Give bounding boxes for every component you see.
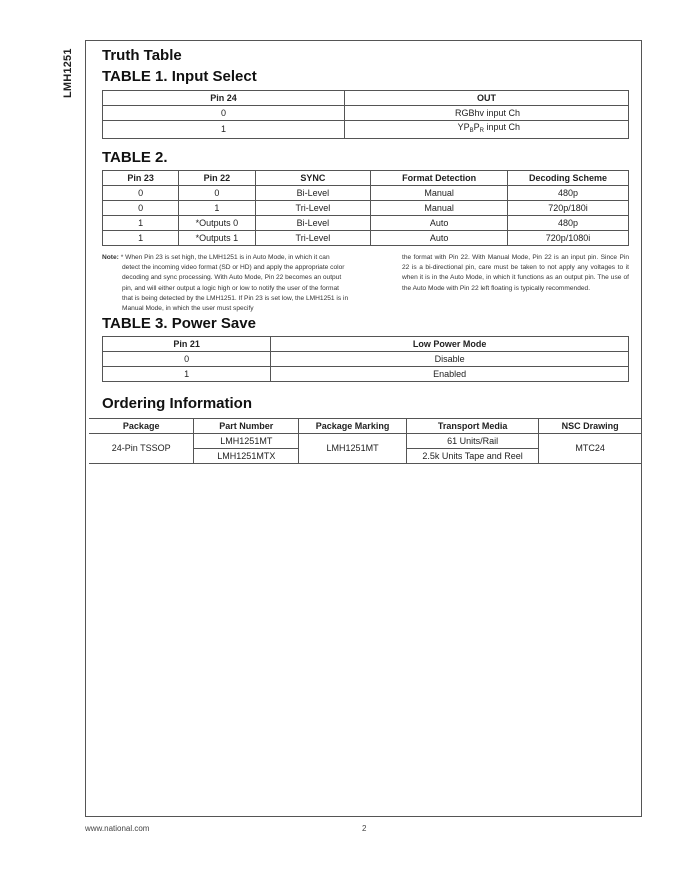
table-cell: Manual: [371, 186, 508, 201]
table-cell: [344, 106, 628, 121]
table-cell: LMH1251MT: [194, 434, 299, 449]
note-left-body: detect the incoming video format (SD or HD) and apply the appropriate color decoding and sync processing. With Auto Mode, Pin 22 becomes an output pin, and will either output a logic high or low to notify the user of the format that is being detected by the LMH1251. If Pin 23 is set low, the LMH1251 is in Manual Mode, in which the user must specify: [122, 264, 349, 313]
input-select-table: [102, 90, 629, 139]
truth-table-heading: Truth Table: [102, 47, 182, 64]
table2-heading: TABLE 2.: [102, 149, 168, 166]
table-header-cell: Low Power Mode: [271, 337, 629, 352]
table-header-cell: Package Marking: [299, 419, 407, 434]
table-header-row: [89, 419, 641, 434]
table-header-cell: NSC Drawing: [539, 419, 641, 434]
table-row: [103, 106, 629, 121]
table-header-cell: Format Detection: [371, 171, 508, 186]
out-value: RGBhv input Ch: [454, 107, 520, 118]
table-cell: Enabled: [271, 367, 629, 382]
ypbpr-y: YP: [457, 122, 470, 132]
table-row: [103, 367, 629, 382]
table-cell: 0: [103, 106, 345, 121]
table3-heading: TABLE 3. Power Save: [102, 315, 256, 332]
table-cell: 1: [103, 367, 271, 382]
sync-format-table: [102, 170, 629, 246]
table-header-cell: Package: [89, 419, 194, 434]
table-cell: MTC24: [539, 434, 641, 464]
table-cell: *Outputs 0: [179, 216, 255, 231]
table-cell: LMH1251MT: [299, 434, 407, 464]
table-cell: Auto: [371, 231, 508, 246]
table-header-row: [103, 337, 629, 352]
table-row: [103, 231, 629, 246]
table-cell: 720p/180i: [508, 201, 629, 216]
table-cell: Tri-Level: [255, 201, 371, 216]
ypbpr-r: R: [479, 128, 484, 134]
table-cell: [344, 121, 628, 139]
table-cell: LMH1251MTX: [194, 449, 299, 464]
table-cell: 0: [103, 201, 179, 216]
side-part-label: [54, 40, 84, 110]
note-label: Note:: [102, 254, 119, 261]
table-row: [89, 434, 641, 449]
table-header-row: [103, 91, 629, 106]
table-header-cell: SYNC: [255, 171, 371, 186]
table-cell: 720p/1080i: [508, 231, 629, 246]
table-cell: Bi-Level: [255, 186, 371, 201]
table-row: [103, 352, 629, 367]
table-cell: Bi-Level: [255, 216, 371, 231]
table-row: [103, 121, 629, 139]
table-cell: 1: [179, 201, 255, 216]
footer-website[interactable]: www.national.com: [85, 824, 150, 833]
table-header-cell: Pin 23: [103, 171, 179, 186]
table-cell: Tri-Level: [255, 231, 371, 246]
table-header-cell: Pin 24: [103, 91, 345, 106]
footer-page-number: 2: [362, 824, 367, 833]
ordering-heading: Ordering Information: [102, 395, 252, 412]
table-cell: *Outputs 1: [179, 231, 255, 246]
side-part-label-text: LMH1251: [62, 48, 74, 98]
ypbpr-p: P: [473, 122, 480, 132]
table-cell: 0: [179, 186, 255, 201]
note-column-left: [102, 253, 350, 314]
table-cell: 0: [103, 352, 271, 367]
table-cell: 0: [103, 186, 179, 201]
table-cell: Disable: [271, 352, 629, 367]
table-cell: Manual: [371, 201, 508, 216]
table-header-cell: Decoding Scheme: [508, 171, 629, 186]
note-column-right: the format with Pin 22. With Manual Mode, Pin 22 is an input pin. Since Pin 22 is a bi-directional pin, care must be taken to not apply any voltages to it when it is in the Auto Mode, in which it functions as an output pin. The use of the Auto Mode with Pin 22 left floating is typically recommended.: [402, 254, 629, 292]
table-cell: 2.5k Units Tape and Reel: [406, 449, 538, 464]
table-header-cell: Transport Media: [406, 419, 538, 434]
table-row: [103, 186, 629, 201]
table-row: [103, 216, 629, 231]
table-header-cell: Pin 22: [179, 171, 255, 186]
ypbpr-rest: input Ch: [483, 122, 520, 132]
table-header-cell: Pin 21: [103, 337, 271, 352]
table-cell: 480p: [508, 186, 629, 201]
note-first-line: [102, 253, 350, 263]
table-cell: 61 Units/Rail: [406, 434, 538, 449]
table-cell: Auto: [371, 216, 508, 231]
ordering-table: [89, 418, 641, 464]
note-first-text: * When Pin 23 is set high, the LMH1251 is in Auto Mode, in which it can: [118, 254, 330, 261]
table-header-cell: OUT: [344, 91, 628, 106]
table-header-cell: Part Number: [194, 419, 299, 434]
power-save-table: [102, 336, 629, 382]
table-row: [103, 201, 629, 216]
table-cell: 1: [103, 231, 179, 246]
table1-heading: TABLE 1. Input Select: [102, 68, 257, 85]
table-cell: 1: [103, 121, 345, 139]
table-cell: 480p: [508, 216, 629, 231]
table-cell: 1: [103, 216, 179, 231]
ypbpr-b: B: [469, 128, 474, 134]
table-cell: 24-Pin TSSOP: [89, 434, 194, 464]
table-header-row: [103, 171, 629, 186]
